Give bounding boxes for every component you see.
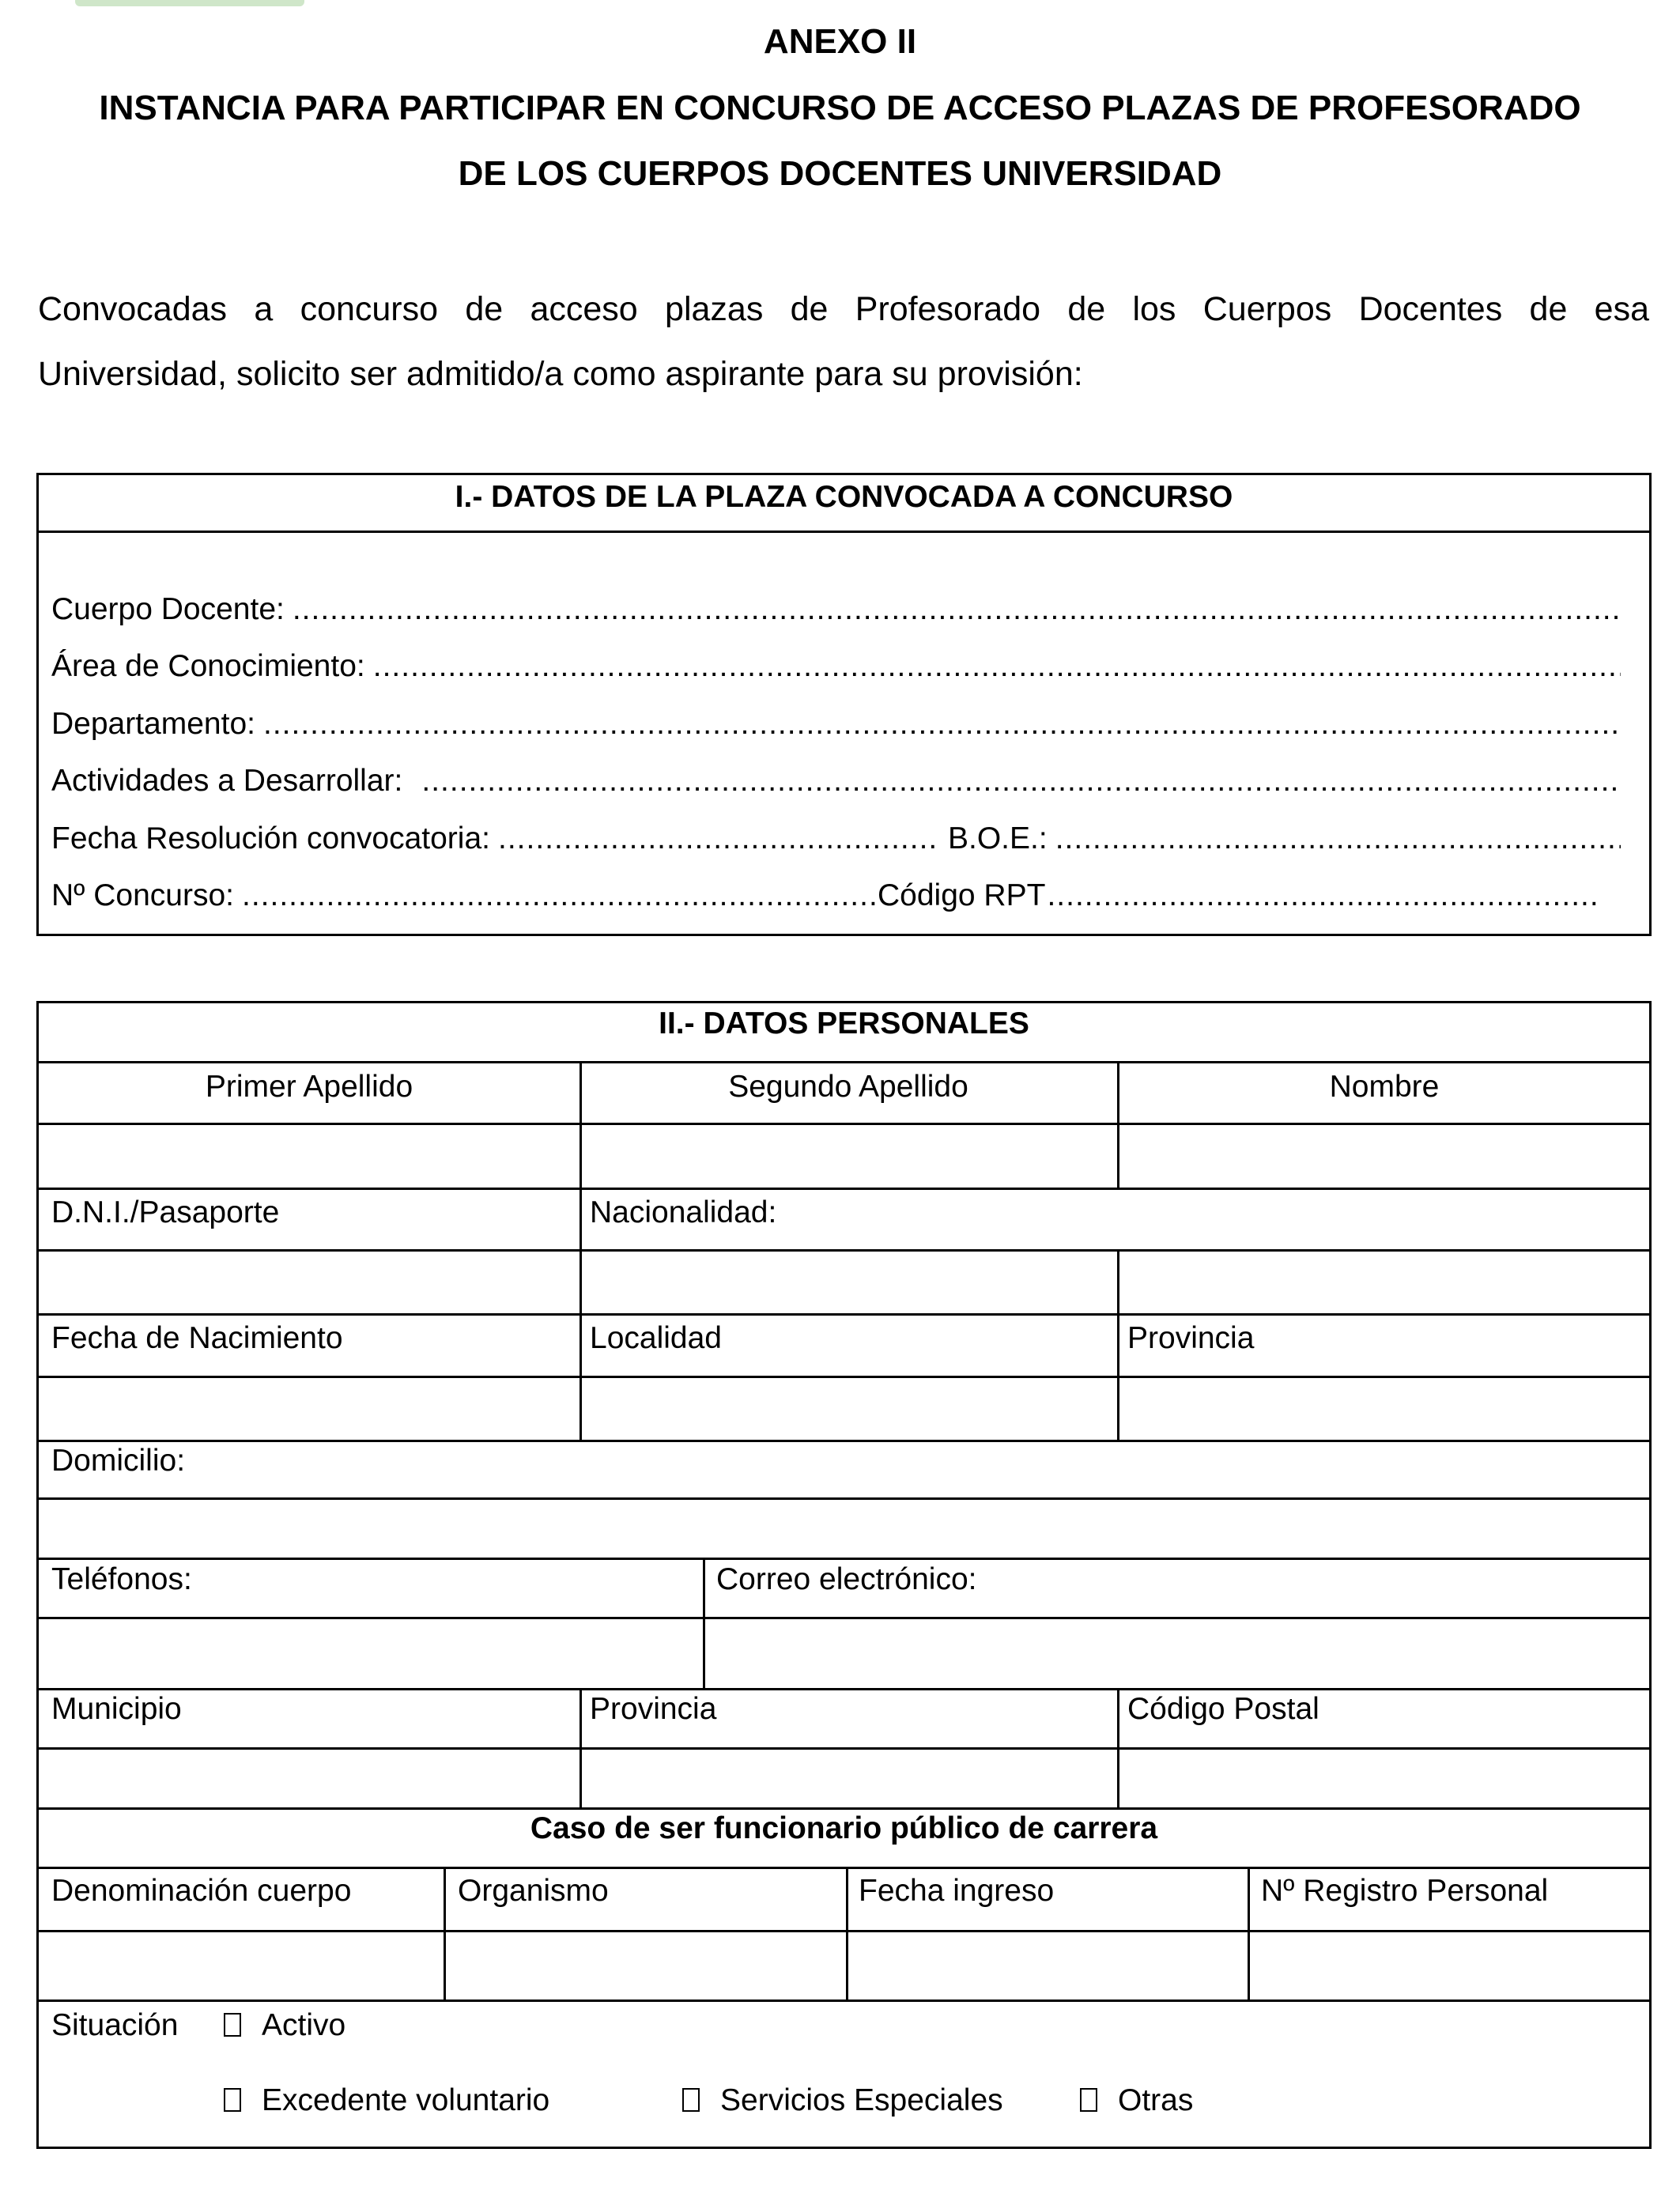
column-divider [580, 1688, 582, 1807]
n-concurso-label: Nº Concurso: [51, 878, 234, 912]
divider [39, 1188, 1649, 1190]
correo-label: Correo electrónico: [716, 1562, 977, 1596]
dotted-line [293, 592, 1621, 627]
logo-fragment [75, 0, 304, 6]
telefonos-label: Teléfonos: [51, 1562, 192, 1596]
provincia2-label: Provincia [590, 1692, 717, 1726]
option-otras[interactable] [1080, 2083, 1193, 2118]
column-divider [580, 1061, 582, 1188]
section-personal-box [36, 1001, 1652, 2149]
divider [39, 1558, 1649, 1560]
intro-paragraph [38, 277, 1649, 406]
localidad-label: Localidad [590, 1321, 722, 1355]
divider [39, 1688, 1649, 1690]
option-activo[interactable] [224, 2008, 345, 2043]
dotted-line [373, 649, 1621, 684]
dotted-line [498, 821, 937, 856]
checkbox-icon[interactable] [224, 2013, 241, 2037]
primer-apellido-label: Primer Apellido [205, 1070, 413, 1104]
intro-line2: Universidad, solicito ser admitido/a como aspirante para su provisión: [38, 355, 1083, 393]
fecha-nacimiento-label: Fecha de Nacimiento [51, 1321, 343, 1355]
domicilio-label: Domicilio: [51, 1444, 186, 1478]
divider [39, 1497, 1649, 1500]
actividades-field[interactable] [51, 764, 1621, 802]
column-divider [1117, 1249, 1119, 1440]
codigo-postal-label: Código Postal [1127, 1692, 1319, 1726]
divider [39, 1747, 1649, 1750]
column-divider [1117, 1688, 1119, 1807]
organismo-label: Organismo [458, 1874, 609, 1908]
option-excedente-label: Excedente voluntario [262, 2083, 550, 2117]
actividades-label: Actividades a Desarrollar: [51, 764, 403, 798]
boe-label: B.O.E.: [947, 821, 1048, 855]
fecha-ingreso-label: Fecha ingreso [859, 1874, 1055, 1908]
option-servicios[interactable] [682, 2083, 1003, 2118]
divider [39, 1617, 1649, 1619]
cuerpo-docente-field[interactable] [51, 592, 1621, 630]
checkbox-icon[interactable] [682, 2088, 700, 2112]
option-activo-label: Activo [262, 2008, 346, 2042]
departamento-field[interactable] [51, 707, 1621, 745]
divider [39, 2000, 1649, 2002]
segundo-apellido-label: Segundo Apellido [728, 1070, 968, 1104]
divider [39, 1061, 1649, 1063]
column-divider [1117, 1061, 1119, 1188]
annex-heading: ANEXO II [763, 22, 917, 61]
intro-line1: Convocadas a concurso de acceso plazas de Profesorado de los Cuerpos Docentes de esa [38, 290, 1649, 328]
divider [39, 1376, 1649, 1378]
column-divider [846, 1867, 848, 2000]
dotted-line [242, 878, 878, 913]
divider [39, 1249, 1649, 1252]
form-title-line2: DE LOS CUERPOS DOCENTES UNIVERSIDAD [458, 154, 1222, 193]
column-divider [703, 1558, 705, 1688]
cuerpo-docente-label: Cuerpo Docente: [51, 592, 285, 626]
fecha-resolucion-field[interactable] [51, 821, 1621, 859]
checkbox-icon[interactable] [1080, 2088, 1097, 2112]
divider [39, 1930, 1649, 1932]
denominacion-label: Denominación cuerpo [51, 1874, 352, 1908]
option-excedente[interactable] [224, 2083, 549, 2118]
divider [39, 1123, 1649, 1125]
section-plaza-box [36, 473, 1652, 936]
area-conocimiento-field[interactable] [51, 649, 1621, 687]
codigo-rpt-label: Código RPT [878, 878, 1046, 912]
option-otras-label: Otras [1118, 2083, 1194, 2117]
divider [39, 531, 1649, 533]
dotted-line [1047, 878, 1602, 913]
column-divider [580, 1188, 582, 1440]
dotted-line [1055, 821, 1621, 856]
divider [39, 1440, 1649, 1442]
nacionalidad-label: Nacionalidad: [590, 1195, 777, 1229]
form-title-line1: INSTANCIA PARA PARTICIPAR EN CONCURSO DE ACCESO PLAZAS DE PROFESORADO [99, 89, 1581, 127]
situacion-label: Situación [51, 2008, 179, 2042]
dotted-line [421, 764, 1621, 799]
dni-label: D.N.I./Pasaporte [51, 1195, 280, 1229]
municipio-label: Municipio [51, 1692, 182, 1726]
divider [39, 1313, 1649, 1316]
dotted-line [263, 707, 1621, 742]
column-divider [1248, 1867, 1250, 2000]
option-servicios-label: Servicios Especiales [720, 2083, 1003, 2117]
section-plaza-title: I.- DATOS DE LA PLAZA CONVOCADA A CONCURSO [455, 480, 1233, 514]
column-divider [444, 1867, 446, 2000]
funcionario-title: Caso de ser funcionario público de carrera [530, 1811, 1158, 1845]
fecha-resolucion-label: Fecha Resolución convocatoria: [51, 821, 490, 855]
n-registro-label: Nº Registro Personal [1261, 1874, 1549, 1908]
area-conocimiento-label: Área de Conocimiento: [51, 649, 365, 683]
divider [39, 1807, 1649, 1810]
nombre-label: Nombre [1329, 1070, 1440, 1104]
section-personal-title: II.- DATOS PERSONALES [659, 1006, 1029, 1040]
provincia-label: Provincia [1127, 1321, 1255, 1355]
n-concurso-field[interactable] [51, 878, 1602, 916]
checkbox-icon[interactable] [224, 2088, 241, 2112]
divider [39, 1867, 1649, 1869]
departamento-label: Departamento: [51, 707, 255, 741]
